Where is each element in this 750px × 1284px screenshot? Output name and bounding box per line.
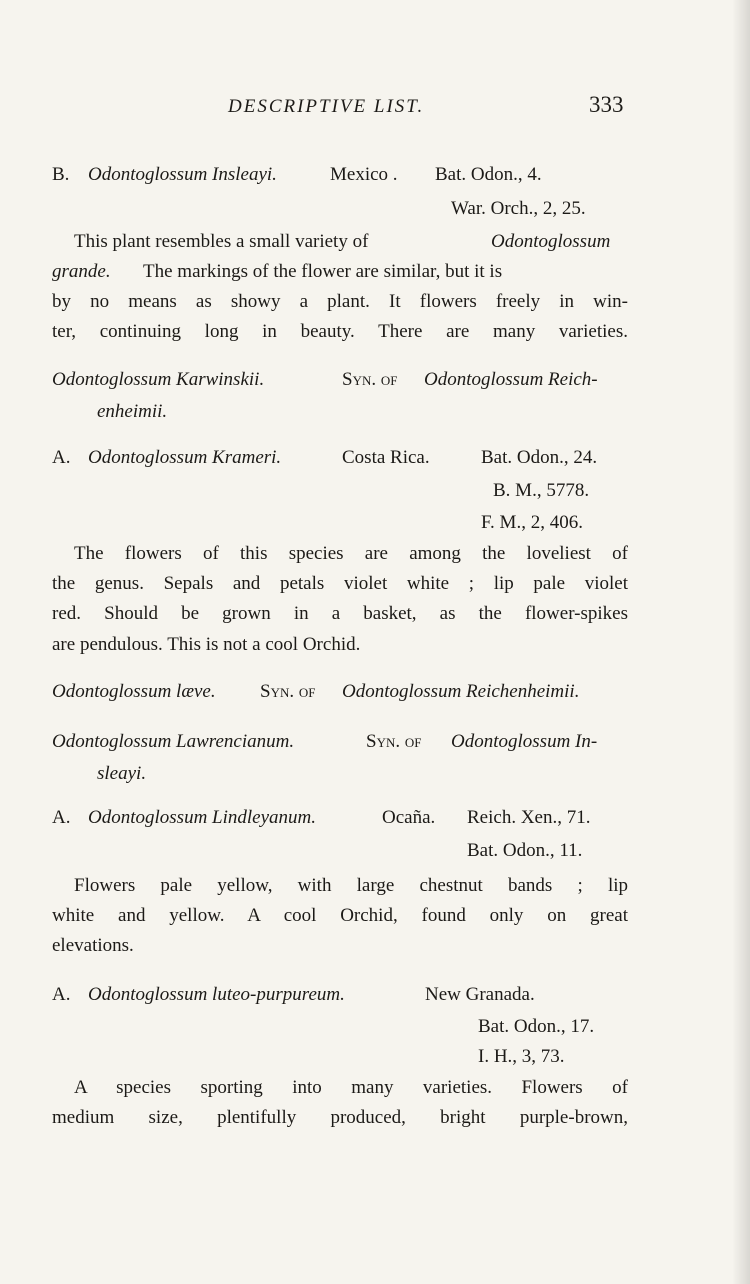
entry-reference: Bat. Odon., 4.	[435, 164, 542, 185]
entry-reference: I. H., 3, 73.	[478, 1046, 565, 1067]
synonym-name: Odontoglossum In-	[451, 731, 598, 752]
synonym-name: enheimii.	[97, 401, 168, 422]
entry-reference: Bat. Odon., 11.	[467, 840, 583, 861]
synonym-label: Syn. of	[342, 369, 398, 390]
body-text-line: The markings of the flower are similar, but it is	[143, 261, 503, 282]
body-text-line: grande.	[52, 261, 111, 282]
entry-reference: Bat. Odon., 24.	[481, 447, 598, 468]
entry-origin: Mexico .	[330, 164, 398, 185]
entry-name: Odontoglossum Lawrencianum.	[52, 731, 295, 752]
body-text-line: are pendulous. This is not a cool Orchid.	[52, 634, 361, 655]
body-text-line: elevations.	[52, 935, 134, 956]
entry-grade: A.	[52, 447, 71, 468]
synonym-name: Odontoglossum Reichenheimii.	[342, 681, 580, 702]
entry-name: Odontoglossum Insleayi.	[88, 164, 277, 185]
entry-grade: A.	[52, 984, 71, 1005]
page-edge-shadow	[732, 0, 750, 1284]
synonym-name: sleayi.	[97, 763, 147, 784]
entry-reference: Reich. Xen., 71.	[467, 807, 591, 828]
entry-reference: F. M., 2, 406.	[481, 512, 583, 533]
entry-name: Odontoglossum luteo-purpureum.	[88, 984, 345, 1005]
synonym-label: Syn. of	[366, 731, 422, 752]
entry-grade: A.	[52, 807, 71, 828]
entry-reference: War. Orch., 2, 25.	[451, 198, 586, 219]
body-text-line: This plant resembles a small variety of	[74, 231, 369, 252]
body-text-line: by no means as showy a plant. It flowers freely in win-	[52, 291, 628, 312]
running-title: DESCRIPTIVE LIST.	[228, 96, 425, 117]
entry-grade: B.	[52, 164, 70, 185]
body-text-line: Odontoglossum	[491, 231, 611, 252]
synonym-label: Syn. of	[260, 681, 316, 702]
entry-name: Odontoglossum Krameri.	[88, 447, 282, 468]
page-header	[0, 92, 750, 136]
entry-origin: Ocaña.	[382, 807, 436, 828]
body-text-line: A species sporting into many varieties. Flowers of	[74, 1077, 628, 1098]
entry-name: Odontoglossum Lindleyanum.	[88, 807, 316, 828]
entry-origin: New Granada.	[425, 984, 535, 1005]
body-text-line: medium size, plentifully produced, bright purple-brown,	[52, 1107, 628, 1128]
entry-origin: Costa Rica.	[342, 447, 430, 468]
synonym-name: Odontoglossum Reich-	[424, 369, 598, 390]
body-text-line: the genus. Sepals and petals violet white ; lip pale violet	[52, 573, 628, 594]
body-text-line: ter, continuing long in beauty. There are many varieties.	[52, 321, 628, 342]
page-number: 333	[589, 92, 624, 117]
entry-reference: Bat. Odon., 17.	[478, 1016, 595, 1037]
body-text-line: white and yellow. A cool Orchid, found only on great	[52, 905, 628, 926]
body-text-line: Flowers pale yellow, with large chestnut bands ; lip	[74, 875, 628, 896]
body-text-line: The flowers of this species are among the loveliest of	[74, 543, 628, 564]
body-text-line: red. Should be grown in a basket, as the flower-spikes	[52, 603, 628, 624]
entry-reference: B. M., 5778.	[493, 480, 590, 501]
entry-name: Odontoglossum læve.	[52, 681, 216, 702]
entry-name: Odontoglossum Karwinskii.	[52, 369, 265, 390]
